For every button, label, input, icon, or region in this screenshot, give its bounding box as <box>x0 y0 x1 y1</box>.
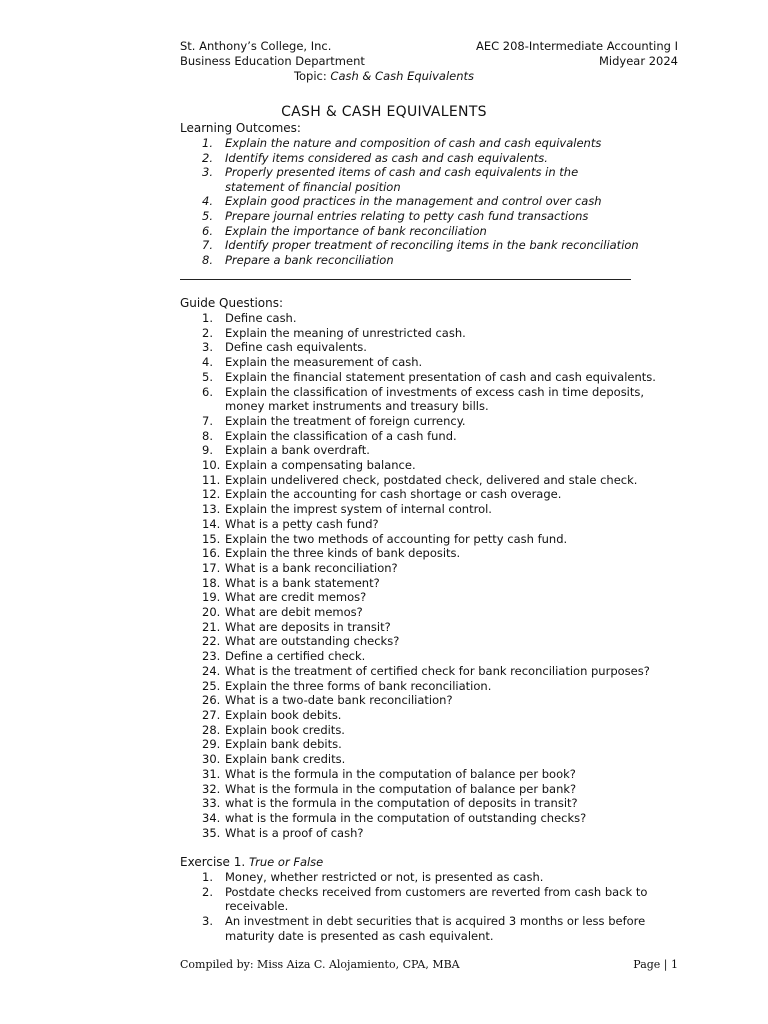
guide-question-item-text: Define cash. <box>225 311 297 325</box>
guide-question-item <box>180 517 670 532</box>
header-left <box>180 39 365 69</box>
exercise-item-text: An investment in debt securities that is acquired 3 months or less before maturity date is presented as cash equivalent. <box>225 914 646 943</box>
guide-question-item-text: Explain book debits. <box>225 707 342 722</box>
exercise-item-number: 3. <box>202 914 213 929</box>
guide-question-item-number: 14. <box>202 516 221 531</box>
guide-question-item-number: 6. <box>202 384 213 399</box>
guide-question-item-number: 26. <box>202 693 221 708</box>
guide-question-item-number: 17. <box>202 560 221 575</box>
guide-question-item-number: 32. <box>202 781 221 796</box>
guide-question-item <box>180 340 670 355</box>
guide-question-item-text: Define cash equivalents. <box>225 340 367 355</box>
header-right <box>476 39 678 69</box>
exercise-item <box>180 870 680 885</box>
guide-question-item-text: Explain bank debits. <box>225 737 342 752</box>
learning-outcome-item-number: 4. <box>202 194 213 209</box>
learning-outcome-item-text: Explain good practices in the management and control over cash <box>225 194 602 209</box>
guide-question-item-text: What is a proof of cash? <box>225 825 364 840</box>
guide-question-item-text: What are debit memos? <box>225 605 363 620</box>
guide-question-item-text: Explain bank credits. <box>225 752 346 767</box>
guide-question-item <box>180 429 670 444</box>
learning-outcome-item <box>180 253 640 268</box>
guide-question-item-number: 27. <box>202 707 221 722</box>
guide-question-item-text: Explain book credits. <box>225 722 345 737</box>
guide-question-item-text: What is a two-date bank reconciliation? <box>225 693 453 708</box>
guide-question-item <box>180 679 670 694</box>
guide-question-item-number: 3. <box>202 340 213 355</box>
guide-question-item-number: 12. <box>202 487 221 502</box>
guide-question-item-number: 13. <box>202 502 221 517</box>
learning-outcome-item <box>180 136 640 151</box>
guide-question-item <box>180 370 670 385</box>
guide-question-item-text: What is a petty cash fund? <box>225 516 379 531</box>
guide-question-item <box>180 414 670 429</box>
learning-outcome-item-number: 7. <box>202 238 213 253</box>
learning-outcome-item-text: Identify proper treatment of reconciling items in the bank reconciliation <box>225 238 639 253</box>
guide-question-item <box>180 782 670 797</box>
course-code: AEC 208-Intermediate Accounting I <box>475 39 678 53</box>
learning-outcome-item-text: Explain the importance of bank reconciliation <box>225 223 487 238</box>
learning-outcome-item <box>180 224 640 239</box>
guide-question-item-number: 31. <box>202 766 221 781</box>
guide-question-item-number: 9. <box>202 443 213 458</box>
guide-question-item <box>180 385 670 414</box>
exercise-item <box>180 914 680 943</box>
guide-question-item-number: 20. <box>202 605 221 620</box>
guide-question-item-text: Explain the classification of investments of excess cash in time deposits, money market instruments and treasury bills. <box>225 384 645 414</box>
topic-line <box>0 69 768 83</box>
learning-outcome-item-text: Prepare a bank reconciliation <box>225 252 394 267</box>
guide-question-item-number: 2. <box>202 325 213 340</box>
guide-question-item-number: 30. <box>202 752 221 767</box>
guide-question-item-number: 33. <box>202 796 221 811</box>
guide-question-item-number: 8. <box>202 428 213 443</box>
topic-label: Topic: <box>293 69 327 83</box>
page-number: Page | 1 <box>633 958 678 971</box>
learning-outcome-item-number: 8. <box>202 252 213 267</box>
guide-question-item <box>180 796 670 811</box>
guide-question-item-number: 10. <box>202 458 221 473</box>
learning-outcome-item-text: Prepare journal entries relating to petty cash fund transactions <box>225 208 589 223</box>
guide-question-item <box>180 634 670 649</box>
guide-question-item <box>180 311 670 326</box>
guide-question-item-text: What is the formula in the computation of balance per bank? <box>225 781 577 796</box>
learning-outcome-item <box>180 165 640 194</box>
guide-question-item-number: 4. <box>202 355 213 370</box>
guide-questions-list <box>180 311 670 840</box>
exercise-item-number: 1. <box>202 870 213 884</box>
guide-question-item <box>180 458 670 473</box>
school-name: St. Anthony’s College, Inc. <box>180 39 332 53</box>
learning-outcome-item <box>180 209 640 224</box>
guide-question-item <box>180 487 670 502</box>
learning-outcome-item-text: Identify items considered as cash and cash equivalents. <box>225 150 548 165</box>
compiled-by: Compiled by: Miss Aiza C. Alojamiento, CPA, MBA <box>180 958 460 971</box>
guide-question-item-text: Explain the imprest system of internal control. <box>225 502 492 517</box>
guide-question-item <box>180 737 670 752</box>
guide-question-item-text: Explain the classification of a cash fund. <box>225 428 457 443</box>
learning-outcome-item-number: 2. <box>202 150 213 165</box>
guide-question-item-text: Explain the meaning of unrestricted cash. <box>225 325 466 340</box>
guide-question-item <box>180 649 670 664</box>
learning-outcomes-list <box>180 136 640 267</box>
guide-question-item-number: 24. <box>202 663 221 678</box>
guide-question-item <box>180 620 670 635</box>
term: Midyear 2024 <box>599 54 678 68</box>
guide-question-item <box>180 590 670 605</box>
guide-question-item <box>180 443 670 458</box>
guide-question-item <box>180 605 670 620</box>
guide-question-item <box>180 723 670 738</box>
guide-question-item-number: 7. <box>202 413 213 428</box>
guide-question-item-text: Explain the three forms of bank reconciliation. <box>225 678 492 693</box>
guide-question-item-text: What is the formula in the computation of balance per book? <box>225 766 576 781</box>
learning-outcome-item-number: 3. <box>202 165 213 180</box>
page-title: CASH & CASH EQUIVALENTS <box>281 104 487 120</box>
guide-question-item-text: What is a bank statement? <box>225 575 380 590</box>
guide-question-item <box>180 826 670 841</box>
guide-question-item <box>180 576 670 591</box>
guide-question-item-number: 35. <box>202 825 221 840</box>
guide-question-item-text: Explain the accounting for cash shortage or cash overage. <box>225 487 562 502</box>
learning-outcomes-heading: Learning Outcomes: <box>180 121 301 135</box>
guide-question-item-number: 5. <box>202 369 213 384</box>
guide-question-item-text: What are deposits in transit? <box>225 619 391 634</box>
learning-outcome-item <box>180 194 640 209</box>
section-divider <box>180 279 631 280</box>
exercise-list <box>180 870 680 944</box>
guide-question-item <box>180 693 670 708</box>
guide-question-item <box>180 767 670 782</box>
guide-question-item-number: 19. <box>202 590 221 605</box>
guide-question-item-text: What is the treatment of certified check for bank reconciliation purposes? <box>225 663 650 678</box>
guide-question-item <box>180 502 670 517</box>
guide-question-item-text: Explain the three kinds of bank deposits. <box>225 546 461 561</box>
learning-outcome-item <box>180 238 640 253</box>
guide-question-item-number: 18. <box>202 575 221 590</box>
guide-question-item <box>180 326 670 341</box>
guide-question-item <box>180 532 670 547</box>
guide-question-item-text: What is a bank reconciliation? <box>225 560 398 575</box>
guide-question-item-number: 25. <box>202 678 221 693</box>
guide-question-item <box>180 752 670 767</box>
guide-question-item <box>180 708 670 723</box>
guide-question-item-number: 28. <box>202 722 221 737</box>
guide-question-item-number: 15. <box>202 531 221 546</box>
guide-question-item-text: Explain the treatment of foreign currency. <box>225 413 466 428</box>
guide-question-item-text: Explain the measurement of cash. <box>225 355 423 370</box>
learning-outcome-item-number: 1. <box>202 136 213 150</box>
guide-question-item <box>180 473 670 488</box>
guide-question-item-text: Explain a bank overdraft. <box>225 443 370 458</box>
guide-question-item-text: What are outstanding checks? <box>225 634 400 649</box>
learning-outcome-item-text: Explain the nature and composition of cash and cash equivalents <box>225 136 602 150</box>
exercise-item-text: Money, whether restricted or not, is presented as cash. <box>225 870 544 884</box>
exercise-item-text: Postdate checks received from customers are reverted from cash back to receivable. <box>225 884 648 914</box>
learning-outcome-item-number: 5. <box>202 208 213 223</box>
guide-questions-heading: Guide Questions: <box>180 296 284 310</box>
guide-question-item <box>180 811 670 826</box>
guide-question-item-text: What are credit memos? <box>225 590 367 605</box>
guide-question-item-text: Explain a compensating balance. <box>225 458 416 473</box>
guide-question-item-number: 21. <box>202 619 221 634</box>
department-name: Business Education Department <box>180 54 365 68</box>
learning-outcome-item-text: Properly presented items of cash and cash equivalents in the statement of financial position <box>225 165 579 194</box>
topic-value: Cash & Cash Equivalents <box>330 69 475 83</box>
guide-question-item-text: what is the formula in the computation of outstanding checks? <box>225 810 587 825</box>
guide-question-item-text: what is the formula in the computation of deposits in transit? <box>225 796 578 811</box>
guide-question-item-number: 34. <box>202 810 221 825</box>
guide-question-item-number: 22. <box>202 634 221 649</box>
learning-outcome-item-number: 6. <box>202 223 213 238</box>
learning-outcome-item <box>180 151 640 166</box>
exercise-title: Exercise 1. <box>180 855 246 869</box>
guide-question-item <box>180 546 670 561</box>
exercise-heading <box>180 855 323 869</box>
guide-question-item <box>180 561 670 576</box>
guide-question-item-text: Explain the two methods of accounting for petty cash fund. <box>225 531 568 546</box>
guide-question-item <box>180 355 670 370</box>
guide-question-item-text: Define a certified check. <box>225 649 366 664</box>
guide-question-item-number: 1. <box>202 311 213 325</box>
exercise-item <box>180 885 680 914</box>
guide-question-item-text: Explain the financial statement presentation of cash and cash equivalents. <box>225 369 656 384</box>
guide-question-item-text: Explain undelivered check, postdated check, delivered and stale check. <box>225 472 638 487</box>
guide-question-item-number: 11. <box>202 472 221 487</box>
guide-question-item-number: 29. <box>202 737 221 752</box>
exercise-item-number: 2. <box>202 884 213 899</box>
exercise-subtitle: True or False <box>249 855 324 869</box>
guide-question-item <box>180 664 670 679</box>
guide-question-item-number: 23. <box>202 649 221 664</box>
guide-question-item-number: 16. <box>202 546 221 561</box>
